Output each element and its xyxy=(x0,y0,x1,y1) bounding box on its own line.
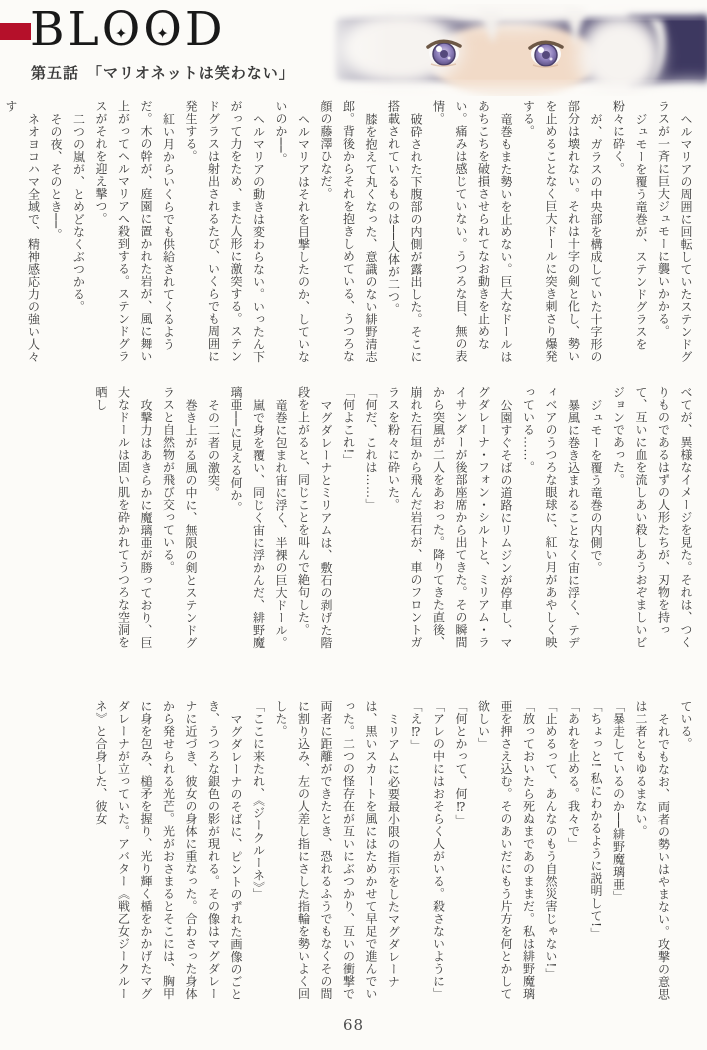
paragraph: 「アレの中にはおそらく人がいる。殺さないように」 xyxy=(431,700,446,1000)
paragraph: ネオヨコハマ全域で、精神感応力の強い人々す xyxy=(4,100,41,363)
paragraph: ジュモーを覆う竜巻の内側で。 xyxy=(589,398,603,574)
paragraph: ジュモーを覆う竜巻が、ステンドグラスを粉々に砕く。 xyxy=(611,100,648,350)
paragraph: 「何よこれ!」 xyxy=(341,386,356,467)
series-logo-blood xyxy=(30,2,226,58)
paragraph: 「何とかって、何⁉」 xyxy=(454,700,468,827)
paragraph: 「止めるって、あんなのもう自然災害じゃない!」 xyxy=(544,700,558,981)
paragraph: それでもなお、両者の勢いはやまない。攻撃の意思は二者ともゆるまない。 xyxy=(634,700,671,1000)
paragraph: マグダレーナとミリアムは、敷石の剥げた階段を上がると、同じことを叫んで絶句した。 xyxy=(296,386,333,649)
paragraph: ヘルマリアはそれを目撃したのか、していないのか──。 xyxy=(274,100,311,363)
paragraph: 「ちょっと! 私にわかるように説明して!」 xyxy=(589,700,603,940)
paragraph: 「放っておいたら死ぬまであのままだ。私は緋野魔璃亜を押さえ込む。そのあいだにもう片方を何とかして欲しい」 xyxy=(476,700,536,1000)
logo-letter: L xyxy=(67,2,102,57)
paragraph: マグダレーナのそばに、ピントのずれた画像のごとき、うつろな銀色の影が現れる。その像はマグダレーナに近づき、彼女の身体に重なった。合わさった身体から発せられる光芒。光がおさまるとそこには、胸甲に身を包み、槌矛を握り、光り輝く楯をかかげたマグダレーナが立っていた。アバター《戦乙女ジークルーネ》と合身した、彼女 xyxy=(94,700,243,1000)
paragraph: 公園すぐそばの道路にリムジンが停車し、マグダレーナ・フォン・シルトと、ミリアム・ライサンダーが後部座席から出てきた。その瞬間から突風が二人をあおった。降りてきた直後、崩れた石垣から飛んだ岩石が、車のフロントガラスを粉々に砕いた。 xyxy=(386,386,513,649)
red-accent-bar xyxy=(0,23,31,40)
paragraph: 「何だ、これは……」 xyxy=(364,386,378,511)
paragraph: 二つの嵐が、とめどなくぶつかる。 xyxy=(71,112,86,313)
chapter-title: 「マリオネットは笑わない」 xyxy=(87,64,295,82)
paragraph: ヘルマリアの動きは変わらない。いったん下がって力をため、また人形に激突する。ステンドグラスは射出されるたび、いくらでも周囲に発生する。 xyxy=(184,100,266,363)
paragraph: 「あれを止める。我々で」 xyxy=(566,700,581,850)
logo-letter: B xyxy=(30,2,68,57)
paragraph: べてが、異様なイメージを見た。それは、つくりものであるはずの人形たちが、刃物を持って、互いに血を流しあい殺しあうおぞましいビジョンであった。 xyxy=(611,386,693,649)
paragraph: 膝を抱えて丸くなった、意識のない緋野清志郎。背後からそれを抱きしめている、うつろな顔の藤澤ひなだ。 xyxy=(319,100,378,363)
paragraph: 「ここに来たれ、《ジークルーネ》」 xyxy=(251,700,266,901)
logo-letter: O ✦ xyxy=(102,2,144,58)
paragraph: が、ガラスの中央部を構成していた十字形の部分は壊れない。それは十字の剣と化し、勢いを止めることなく巨大ドールに突き刺さり爆発する。 xyxy=(521,100,603,363)
paragraph: 巻き上がる風の中に、無限の剣とステンドグラスと自然物が飛び交っている。 xyxy=(161,386,198,649)
paragraph: ている。 xyxy=(679,700,693,750)
text-band-3 xyxy=(22,700,697,1002)
paragraph: 嵐で身を覆い、同じく宙に浮かんだ、緋野魔璃亜──に見える何か。 xyxy=(229,386,266,649)
paragraph: 暴風に巻き込まれることなく宙に浮く、テディベアのうつろな眼球に、紅い月があやしく映っている……。 xyxy=(521,386,581,649)
paragraph: その夜、そのとき──。 xyxy=(49,112,63,241)
logo-letter: O ✦ xyxy=(143,2,185,58)
paragraph: 竜巻に包まれ宙に浮く、半裸の巨大ドール。 xyxy=(274,398,288,649)
text-band-1 xyxy=(4,100,697,372)
paragraph: ミリアムに必要最小限の指示をしたマグダレーナは、黒いスカートを風にはためかせて早足で進んでいった。二つの怪存在が互いにぶつかり、互いの衝撃で両者に距離ができたとき、恐れるふうでもなくその間に割り込み、左の人差し指にさした指輪を勢いよく回した。 xyxy=(274,700,401,1000)
chapter-number: 第五話 xyxy=(31,64,80,82)
text-band-2 xyxy=(22,386,697,658)
paragraph: 「え⁉」 xyxy=(409,700,423,752)
character-eyes-illustration xyxy=(328,4,707,96)
paragraph: 「暴走しているのか──緋野魔璃亜」 xyxy=(611,700,626,903)
page-number: 68 xyxy=(342,1016,365,1034)
paragraph: 破砕された下腹部の内側が露出した。そこに搭載されているものは──人体が二つ。 xyxy=(386,100,423,363)
chapter-heading xyxy=(31,62,295,83)
paragraph: 竜巻もまた勢いを止めない。巨大なドールはあちこちを破損させられてなお動きを止めない。痛みは感じていない。うつろな目、無の表情。 xyxy=(431,100,513,363)
paragraph: その二者の激突。 xyxy=(206,398,221,499)
paragraph: 紅い月からいくらでも供給されてくるようだ。木の幹が、庭園に置かれた岩が、風に舞い上がってヘルマリアへ殺到する。ステンドグラスがそれを迎え撃つ。 xyxy=(94,100,176,363)
paragraph: ヘルマリアの周囲に回転していたステンドグラスが一斉に巨大ジュモーに襲いかかる。 xyxy=(656,100,693,363)
logo-letter: D xyxy=(184,2,226,57)
paragraph: 攻撃力はあきらかに魔璃亜が勝っており、巨大なドールは固い肌を砕かれてうつろな空洞を晒し xyxy=(94,386,153,649)
